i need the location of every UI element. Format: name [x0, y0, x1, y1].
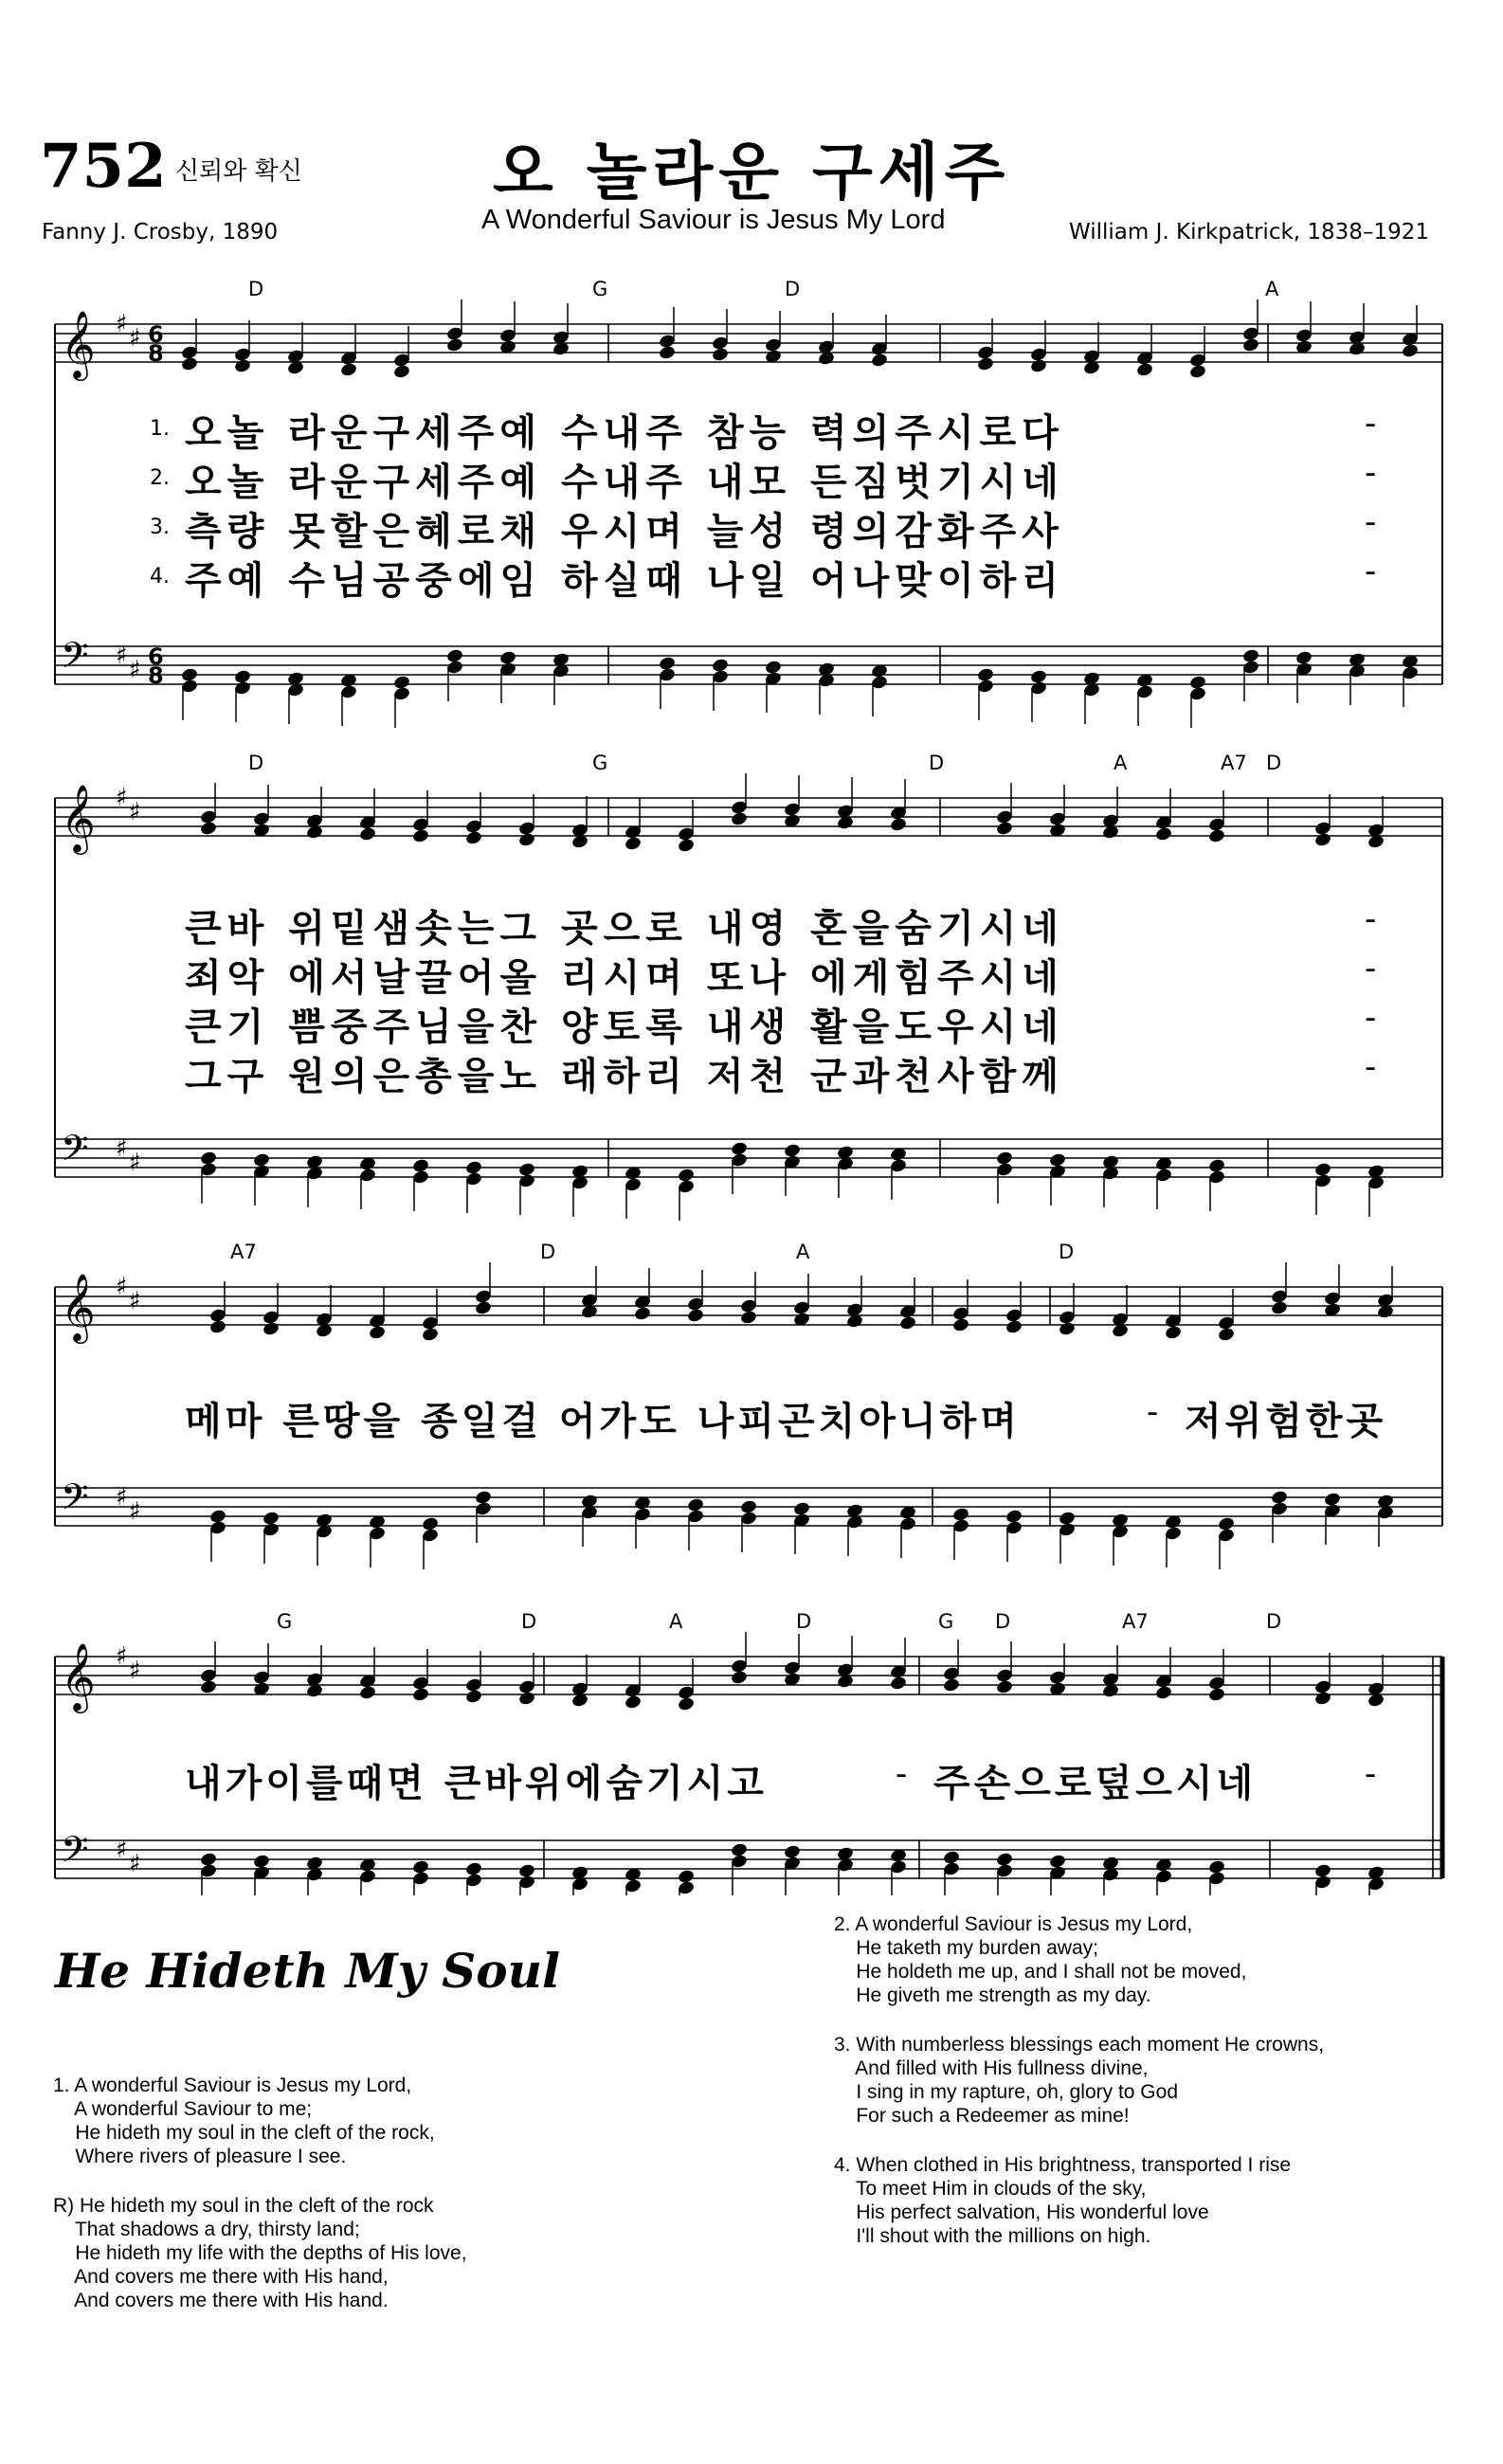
lyric-line: 큰기 쁨중주님을찬 양토록 내생 활을도우시네	[185, 1006, 1064, 1049]
verse-number: 1.	[150, 417, 170, 441]
note-head	[1313, 1691, 1331, 1707]
note-head	[199, 821, 217, 837]
note-head	[1154, 1685, 1172, 1701]
refrain-line-1: 메마 른땅을 종일걸 어가도 나피곤치아니하며	[185, 1400, 1021, 1443]
note-head	[624, 836, 642, 852]
note-head	[199, 1679, 217, 1695]
hyphen: -	[1365, 900, 1377, 938]
note-head	[976, 356, 994, 372]
note-head	[445, 337, 463, 353]
chord-symbol: A	[796, 1241, 810, 1263]
chord-symbol: G	[592, 278, 608, 300]
chord-symbol: G	[938, 1610, 954, 1633]
sharp-icon: ♯	[129, 656, 141, 684]
note-head	[474, 1300, 492, 1316]
chord-symbol: D	[1266, 1610, 1282, 1633]
hyphen: -	[1147, 1393, 1159, 1431]
note-head	[870, 353, 888, 369]
note-head	[686, 1308, 704, 1324]
sharp-icon: ♯	[116, 642, 128, 670]
hyphen: -	[1365, 553, 1377, 590]
chord-symbol: D	[1059, 1241, 1075, 1263]
chord-symbol: D	[521, 1610, 537, 1633]
treble-clef-icon: 𝄞	[61, 309, 96, 378]
note-head	[368, 1325, 386, 1341]
note-head	[1207, 1687, 1225, 1703]
hyphen: -	[1365, 503, 1377, 541]
note-head	[889, 1676, 907, 1692]
chord-symbol: A	[669, 1610, 683, 1633]
chord-symbol: D	[1266, 752, 1282, 774]
note-head	[1005, 1319, 1023, 1335]
chord-symbol: A7	[1221, 752, 1247, 774]
hyphen: -	[1365, 999, 1377, 1037]
chord-symbol: D	[929, 752, 945, 774]
chord-symbol: D	[796, 1610, 812, 1633]
note-head	[1154, 826, 1172, 842]
lyric-line: 죄악 에서날끌어올 리시며 또나 에게힘주시네	[185, 956, 1064, 1000]
lyric-line: 주예 수님공중에임 하실때 나일 어나맞이하리	[185, 559, 1064, 603]
english-verse-4: 4. When clothed in His brightness, transported I rise To meet Him in clouds of the sky, His perfect salvation, His wonderful love I'll shout with the millions on high.	[834, 2154, 1292, 2247]
note-head	[262, 1321, 280, 1337]
title-english: A Wonderful Saviour is Jesus My Lord	[481, 205, 946, 235]
bass-clef-icon: 𝄢	[61, 1476, 89, 1527]
note-head	[1241, 337, 1259, 353]
treble-clef-icon: 𝄞	[61, 1272, 96, 1341]
time-signature: 8	[148, 662, 164, 689]
note-head	[1401, 343, 1419, 359]
sharp-icon: ♯	[129, 1850, 141, 1878]
english-refrain: R) He hideth my soul in the cleft of the rock That shadows a dry, thirsty land; He hideth my life with the depths of His love, And covers me there with His hand, And covers me there with His hand.	[53, 2195, 467, 2311]
hyphen: -	[1365, 1048, 1377, 1086]
english-verse-3: 3. With numberless blessings each moment He crowns, And filled with His fullness divine, I sing in my rapture, oh, glory to God For such a Redeemer as mine!	[834, 2034, 1325, 2127]
lyric-line: 측량 못할은혜로채 우시며 늘성 령의감화주사	[185, 510, 1064, 553]
sharp-icon: ♯	[116, 310, 128, 338]
english-verse-1: 1. A wonderful Saviour is Jesus my Lord, A wonderful Saviour to me; He hideth my soul in the cleft of the rock, Where rivers of pleasure I see.	[53, 2074, 435, 2167]
note-head	[942, 1677, 960, 1694]
sharp-icon: ♯	[116, 1273, 128, 1301]
composer: William J. Kirkpatrick, 1838–1921	[1069, 220, 1429, 245]
english-caption: He Hideth My Soul	[55, 1943, 560, 1999]
note-head	[739, 1310, 757, 1326]
lyricist: Fanny J. Crosby, 1890	[42, 220, 279, 245]
note-head	[464, 830, 482, 846]
treble-clef-icon: 𝄞	[61, 1641, 96, 1711]
hyphen: -	[1365, 1755, 1377, 1793]
chord-symbol: G	[277, 1610, 293, 1633]
sharp-icon: ♯	[116, 1134, 128, 1163]
note-head	[358, 826, 376, 842]
chord-symbol: A	[1265, 278, 1279, 300]
note-head	[517, 832, 535, 848]
note-head	[339, 362, 357, 378]
lyric-line: 오놀 라운구세주예 수내주 내모 든짐벗기시네	[185, 461, 1064, 504]
note-head	[1313, 832, 1331, 848]
note-head	[464, 1689, 482, 1705]
chord-symbol: D	[540, 1241, 556, 1263]
note-head	[711, 347, 729, 363]
note-head	[1270, 1300, 1288, 1316]
sharp-icon: ♯	[129, 1149, 141, 1177]
note-head	[951, 1317, 969, 1333]
note-head	[411, 1687, 429, 1703]
lyric-line: 큰바 위밑샘솟는그 곳으로 내영 혼을숨기시네	[185, 907, 1064, 951]
verse-number: 4.	[150, 565, 170, 589]
lyric-line: 그구 원의은총을노 래하리 저천 군과천사함께	[185, 1055, 1064, 1098]
bass-clef-icon: 𝄢	[61, 634, 89, 685]
sharp-icon: ♯	[116, 1836, 128, 1864]
title-korean: 오 놀라운 구세주	[493, 136, 1011, 208]
sharp-icon: ♯	[129, 1657, 141, 1685]
english-verse-2: 2. A wonderful Saviour is Jesus my Lord, He taketh my burden away; He holdeth me up, and I shall not be moved, He giveth me strength as my day.	[834, 1913, 1247, 2006]
chord-symbol: A7	[1122, 1610, 1149, 1633]
note-head	[624, 1694, 642, 1711]
note-head	[1164, 1325, 1182, 1341]
note-head	[421, 1327, 439, 1343]
note-head	[1135, 362, 1153, 378]
treble-clef-icon: 𝄞	[61, 783, 96, 852]
refrain-line-2: 내가이를때면 큰바위에숨기시고	[185, 1762, 768, 1805]
note-head	[180, 356, 198, 372]
time-signature: 8	[148, 340, 164, 367]
sharp-icon: ♯	[116, 1642, 128, 1671]
verse-number: 2.	[150, 466, 170, 490]
note-head	[411, 828, 429, 844]
note-head	[358, 1685, 376, 1701]
sharp-icon: ♯	[129, 1497, 141, 1526]
note-head	[898, 1315, 916, 1332]
time-signature: 6	[148, 321, 164, 348]
note-head	[392, 364, 410, 380]
note-head	[517, 1691, 535, 1707]
sharp-icon: ♯	[129, 1287, 141, 1315]
hyphen: -	[1365, 405, 1377, 443]
note-head	[677, 838, 695, 854]
hyphen: -	[1365, 454, 1377, 492]
hyphen: -	[896, 1755, 908, 1793]
note-head	[1207, 828, 1225, 844]
bass-clef-icon: 𝄢	[61, 1828, 89, 1879]
sharp-icon: ♯	[116, 1483, 128, 1512]
chord-symbol: A7	[230, 1241, 257, 1263]
note-head	[1188, 364, 1206, 380]
note-head	[730, 811, 748, 827]
refrain-line-2-end: 주손으로덮으시네	[933, 1762, 1258, 1805]
chord-symbol: A	[1114, 752, 1128, 774]
note-head	[633, 1306, 651, 1322]
hymn-number: 752	[40, 131, 167, 202]
note-head	[995, 821, 1013, 837]
chord-symbol: D	[248, 752, 264, 774]
note-head	[208, 1319, 226, 1335]
chord-symbol: D	[785, 278, 801, 300]
sharp-icon: ♯	[116, 784, 128, 812]
chord-symbol: D	[995, 1610, 1011, 1633]
note-head	[233, 358, 251, 374]
sharp-icon: ♯	[129, 324, 141, 353]
bass-clef-icon: 𝄢	[61, 1127, 89, 1178]
note-head	[889, 817, 907, 833]
note-head	[730, 1670, 748, 1686]
hymn-category: 신뢰와 확신	[175, 157, 302, 186]
note-head	[995, 1679, 1013, 1695]
note-head	[1058, 1321, 1076, 1337]
hyphen: -	[1365, 950, 1377, 987]
refrain-line-1-end: 저위험한곳	[1185, 1400, 1387, 1443]
chord-symbol: D	[248, 278, 264, 300]
note-head	[677, 1696, 695, 1712]
note-head	[658, 345, 676, 361]
verse-number: 3.	[150, 516, 170, 539]
note-head	[1217, 1327, 1235, 1343]
lyric-line: 오놀 라운구세주예 수내주 참능 력의주시로다	[185, 411, 1064, 455]
sharp-icon: ♯	[129, 798, 141, 826]
time-signature: 6	[148, 643, 164, 670]
note-head	[1029, 358, 1047, 374]
chord-symbol: G	[592, 752, 608, 774]
